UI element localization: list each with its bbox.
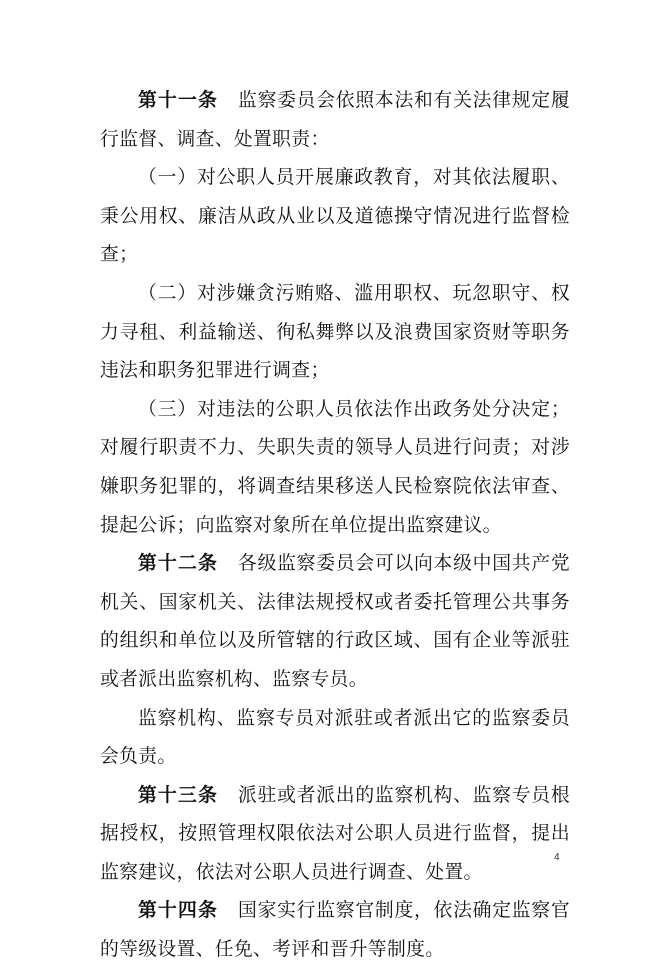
article-11-item-3: （三）对违法的公职人员依法作出政务处分决定；对履行职责不力、失职失责的领导人员进行问责；对涉嫌职务犯罪的，将调查结果移送人民检察院依法审查、提起公诉；向监察对象所在单位提出监察建议。	[100, 398, 570, 536]
article-11-item-2: （二）对涉嫌贪污贿赂、滥用职权、玩忽职守、权力寻租、利益输送、徇私舞弊以及浪费国家资财等职务违法和职务犯罪进行调查；	[100, 282, 570, 382]
article-12-heading: 第十二条	[138, 553, 219, 575]
article-13-heading: 第十三条	[138, 784, 219, 806]
article-12	[100, 545, 570, 699]
article-12-paragraph-2: 监察机构、监察专员对派驻或者派出它的监察委员会负责。	[100, 707, 570, 768]
article-14-text: 国家实行监察官制度，依法确定监察官的等级设置、任免、考评和晋升等制度。	[100, 900, 570, 961]
article-11-text: 监察委员会依照本法和有关法律规定履行监督、调查、处置职责：	[100, 90, 570, 150]
article-11-heading: 第十一条	[138, 90, 219, 111]
article-13-text: 派驻或者派出的监察机构、监察专员根据授权，按照管理权限依法对公职人员进行监督，提出监察建议，依法对公职人员进行调查、处置。	[100, 784, 570, 883]
article-12-text: 各级监察委员会可以向本级中国共产党机关、国家机关、法律法规授权或者委托管理公共事务的组织和单位以及所管辖的行政区域、国有企业等派驻或者派出监察机构、监察专员。	[100, 553, 570, 690]
article-13	[100, 777, 570, 893]
article-11	[100, 82, 570, 159]
article-14-heading: 第十四条	[138, 900, 219, 922]
document-body	[100, 82, 570, 970]
page-number: 4	[554, 852, 560, 863]
article-14	[100, 892, 570, 969]
article-11-item-1: （一）对公职人员开展廉政教育，对其依法履职、秉公用权、廉洁从政从业以及道德操守情况进行监督检查；	[100, 167, 570, 266]
